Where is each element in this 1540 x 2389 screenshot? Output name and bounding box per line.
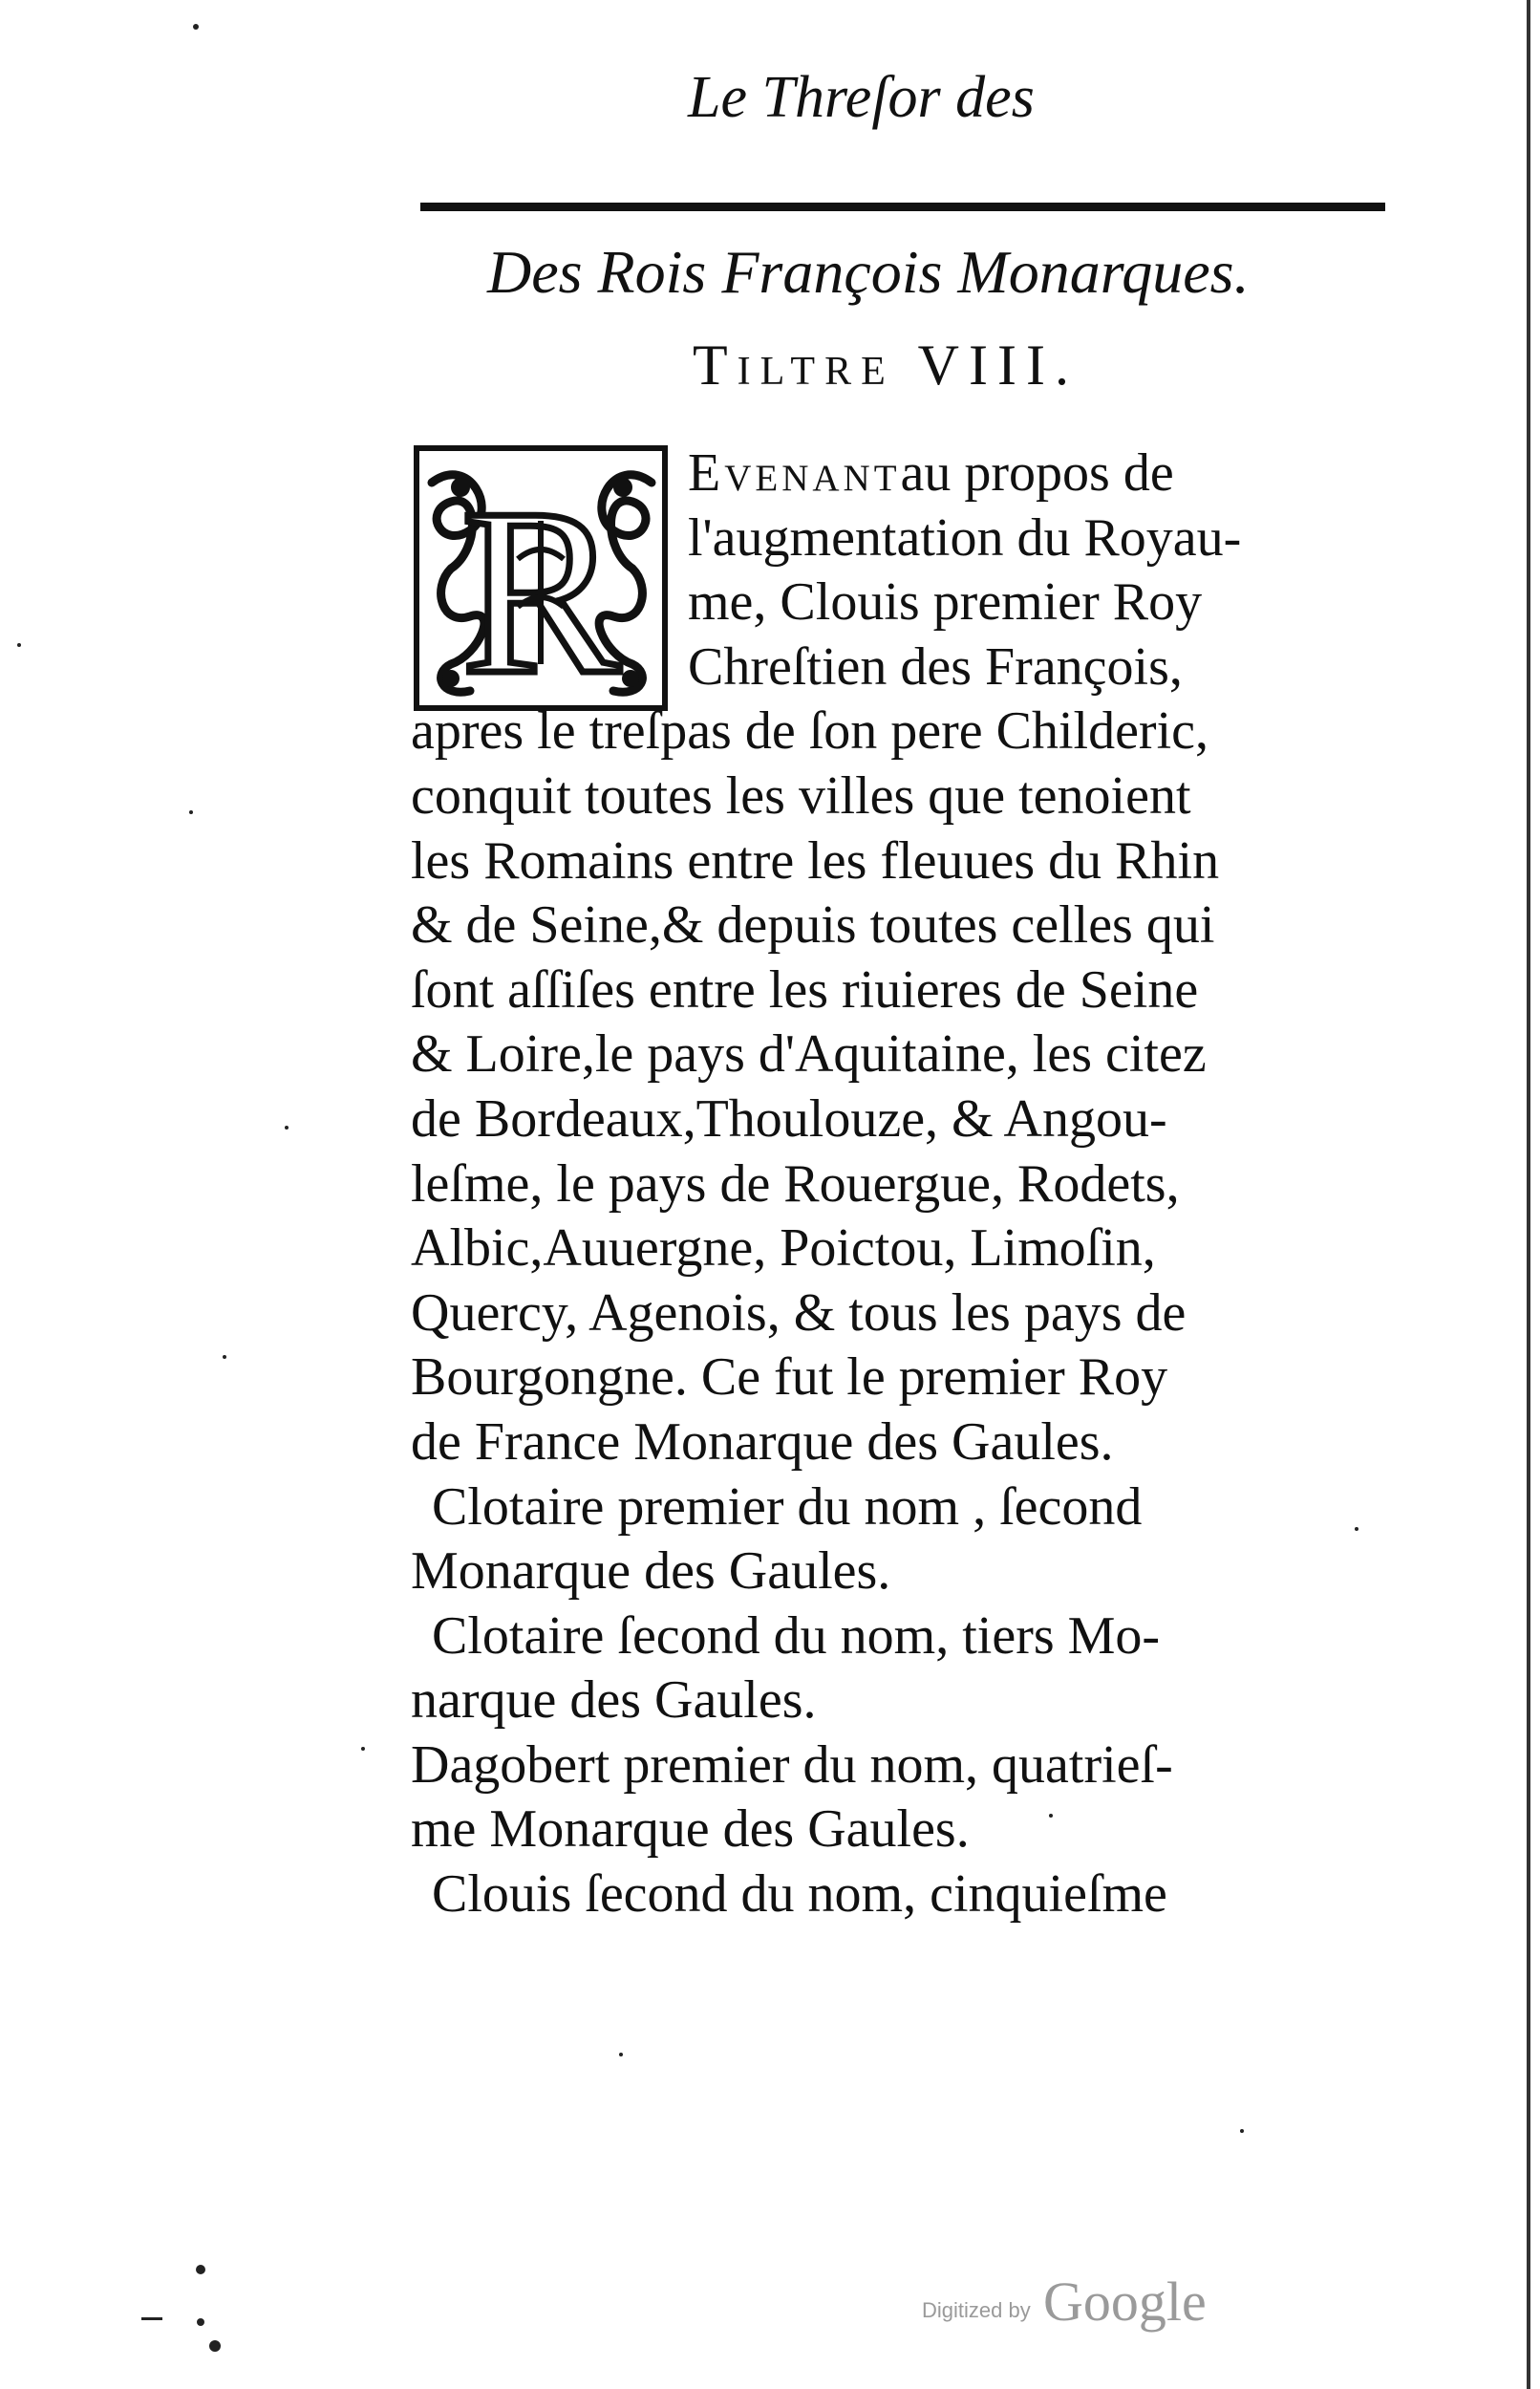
text-line: Clotaire ſecond du nom, tiers Mo- [432, 1605, 1161, 1666]
text-line: apres le treſpas de ſon pere Childeric, [411, 701, 1208, 762]
text-line: ſont aſſiſes entre les riuieres de Seine [411, 959, 1199, 1020]
text-line: l'augmentation du Royau- [688, 507, 1242, 568]
text-line: me, Clouis premier Roy [688, 572, 1203, 633]
text-line: Monarque des Gaules. [411, 1541, 891, 1602]
text-line: & de Seine,& depuis toutes celles qui [411, 895, 1215, 956]
google-logo-icon [1041, 2265, 1232, 2341]
text-line: de Bordeaux,Thoulouze, & Angou- [411, 1088, 1167, 1149]
text-line: conquit toutes les villes que tenoient [411, 765, 1191, 826]
text-line: Evenant au propos de [688, 443, 1174, 503]
svg-text:R: R [460, 460, 621, 712]
text-line: Bourgongne. Ce fut le premier Roy [411, 1347, 1168, 1408]
svg-text:Google: Google [1043, 2271, 1207, 2333]
text-line: narque des Gaules. [411, 1670, 817, 1731]
text-line: Clouis ſecond du nom, cinquieſme [432, 1864, 1167, 1925]
text-line: me Monarque des Gaules. [411, 1799, 970, 1860]
text-line: Clotaire premier du nom , ſecond [432, 1476, 1143, 1537]
running-head: Le Threſor des [688, 65, 1035, 130]
chapter-title: Des Rois François Monarques. [487, 238, 1250, 306]
text-line: leſme, le pays de Rouergue, Rodets, [411, 1153, 1180, 1214]
text-line: Dagobert premier du nom, quatrieſ- [411, 1734, 1173, 1795]
title-number: Tiltre VIII. [693, 334, 1079, 397]
text-line: Albic,Auuergne, Poictou, Limoſin, [411, 1218, 1156, 1279]
text-line: Chreſtien des François, [688, 636, 1183, 697]
text-line: de France Monarque des Gaules. [411, 1411, 1114, 1472]
text-line: les Romains entre les fleuues du Rhin [411, 830, 1220, 891]
text-line: & Loire,le pays d'Aquitaine, les citez [411, 1024, 1207, 1085]
watermark-label: Digitized by [922, 2298, 1031, 2322]
text-line: Quercy, Agenois, & tous les pays de [411, 1282, 1187, 1343]
